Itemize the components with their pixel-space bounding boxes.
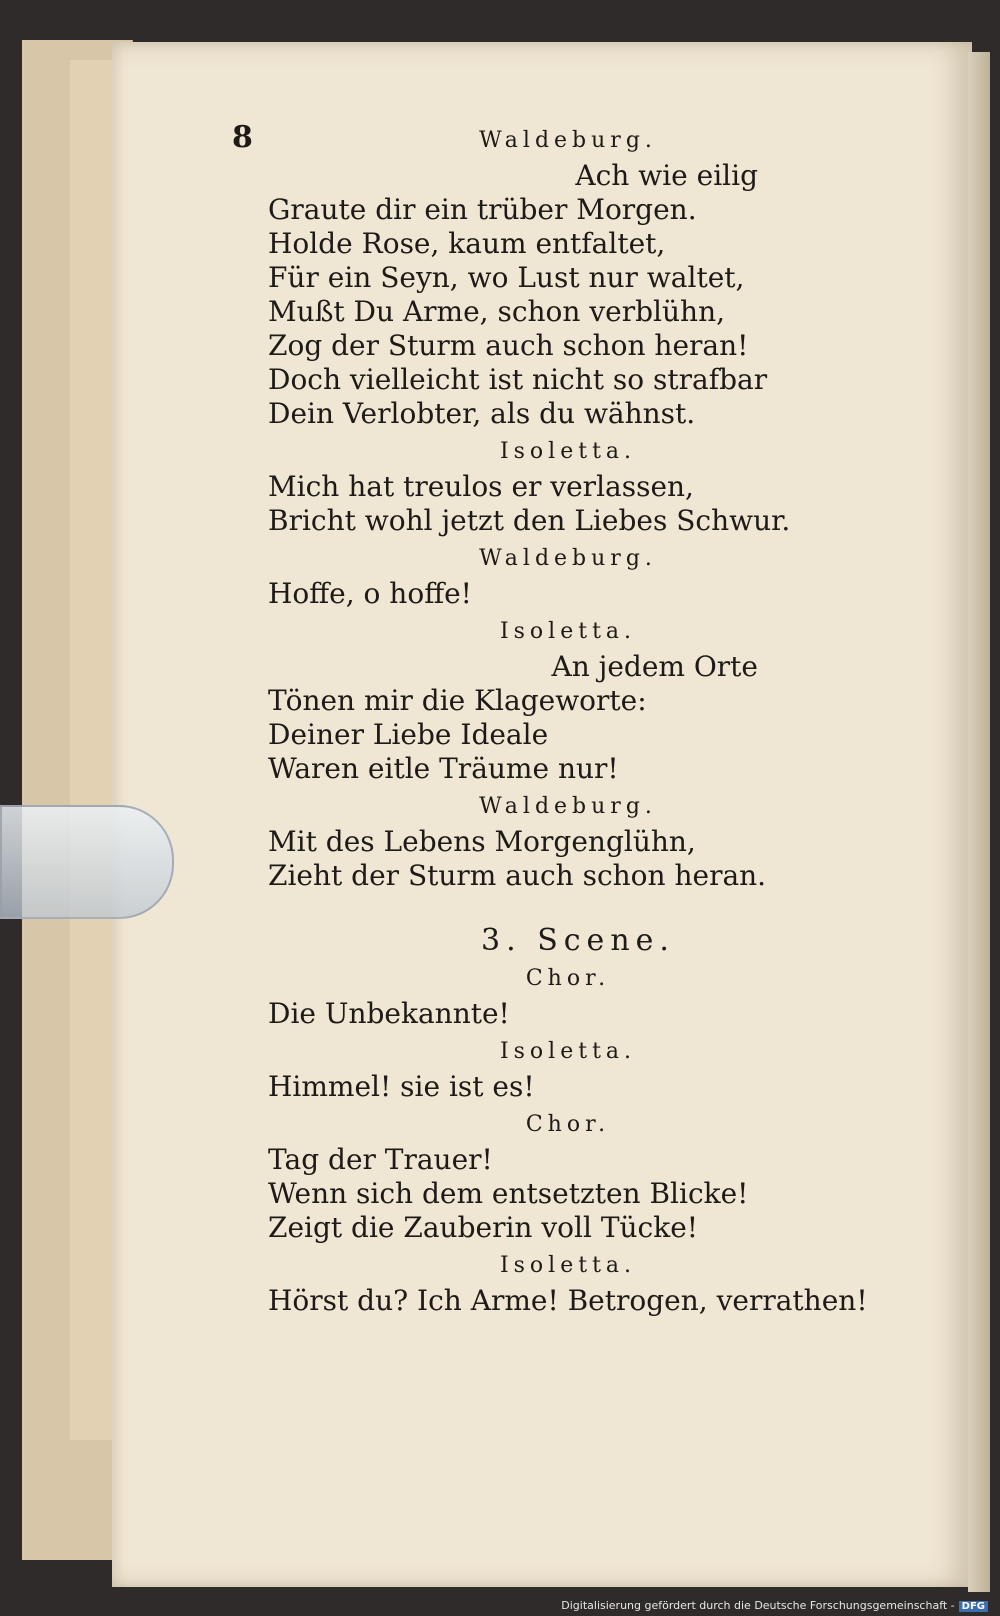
speaker-name: Isoletta. <box>499 1253 637 1278</box>
dfg-logo: DFG <box>959 1601 988 1612</box>
verse-line: Mit des Lebens Morgenglühn, <box>268 825 696 858</box>
verse-line: Dein Verlobter, als du wähnst. <box>268 397 696 430</box>
verse-line: Zog der Sturm auch schon heran! <box>268 329 749 362</box>
verse-line: Mich hat treulos er verlassen, <box>268 470 694 503</box>
verse-line: Zeigt die Zauberin voll Tücke! <box>268 1211 699 1244</box>
digitization-footer <box>561 1599 988 1612</box>
page-clip <box>0 805 174 919</box>
verse-line: Die Unbekannte! <box>268 997 510 1030</box>
verse-line: Himmel! sie ist es! <box>268 1070 535 1103</box>
speaker-name: Waldeburg. <box>479 128 657 153</box>
verse-line: Ach wie eilig <box>575 159 758 192</box>
footer-text: Digitalisierung gefördert durch die Deutsche Forschungsgemeinschaft - <box>561 1599 955 1612</box>
speaker-name: Isoletta. <box>499 439 637 464</box>
speaker-name: Isoletta. <box>499 619 637 644</box>
speaker-name: Chor. <box>525 966 611 991</box>
scene-dialogue-blocks <box>268 966 908 1318</box>
speaker-name: Chor. <box>525 1112 611 1137</box>
verse-line: Tönen mir die Klageworte: <box>268 684 647 717</box>
verse-line: Tag der Trauer! <box>268 1143 493 1176</box>
verse-line: Bricht wohl jetzt den Liebes Schwur. <box>268 504 791 537</box>
dialogue-blocks <box>268 128 908 893</box>
verse-line: Holde Rose, kaum entfaltet, <box>268 227 666 260</box>
page-number: 8 <box>232 120 253 155</box>
verse-line: Für ein Seyn, wo Lust nur waltet, <box>268 261 745 294</box>
page-edge <box>968 52 990 1592</box>
verse-line: Waren eitle Träume nur! <box>268 752 619 785</box>
verse-line: Hörst du? Ich Arme! Betrogen, verrathen! <box>268 1284 868 1317</box>
speaker-name: Isoletta. <box>499 1039 637 1064</box>
verse-line: Hoffe, o hoffe! <box>268 577 472 610</box>
verse-line: Mußt Du Arme, schon verblühn, <box>268 295 725 328</box>
verse-line: An jedem Orte <box>551 650 758 683</box>
verse-line: Deiner Liebe Ideale <box>268 718 549 751</box>
speaker-name: Waldeburg. <box>479 794 657 819</box>
verse-line: Zieht der Sturm auch schon heran. <box>268 859 767 892</box>
verse-line: Wenn sich dem entsetzten Blicke! <box>268 1177 749 1210</box>
verse-line: Graute dir ein trüber Morgen. <box>268 193 697 226</box>
speaker-name: Waldeburg. <box>479 546 657 571</box>
scene-title: 3. Scene. <box>481 923 675 958</box>
page-text <box>268 120 908 1318</box>
verse-line: Doch vielleicht ist nicht so strafbar <box>268 363 768 396</box>
